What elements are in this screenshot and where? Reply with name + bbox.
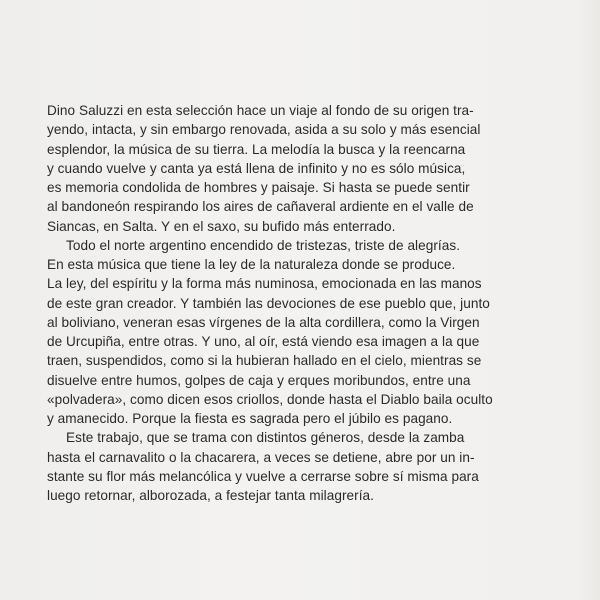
text-line: de este gran creador. Y también las devociones de ese pueblo que, junto (47, 295, 490, 311)
text-line: disuelve entre humos, golpes de caja y erques moribundos, entre una (47, 372, 471, 388)
text-line: yendo, intacta, y sin embargo renovada, asida a su solo y más esencial (47, 122, 481, 138)
text-line: En esta música que tiene la ley de la naturaleza donde se produce. (47, 257, 456, 272)
text-line: hasta el carnavalito o la chacarera, a veces se detiene, abre por un in- (47, 449, 475, 465)
text-line: «polvadera», como dicen esos criollos, donde hasta el Diablo baila oculto (47, 391, 493, 407)
text-line: traen, suspendidos, como si la hubieran hallado en el cielo, mientras se (47, 353, 482, 369)
text-line: luego retornar, alborozada, a festejar tanta milagrería. (47, 488, 374, 503)
text-line: de Urcupiña, entre otras. Y uno, al oír, está viendo esa imagen a la que (47, 334, 480, 349)
text-line: y cuando vuelve y canta ya está llena de infinito y no es sólo música, (47, 160, 466, 176)
text-line: Siancas, en Salta. Y en el saxo, su bufido más enterrado. (47, 218, 396, 234)
paragraph-start-line: Todo el norte argentino encendido de tristezas, triste de alegrías. (66, 237, 461, 253)
text-line: y amanecido. Porque la fiesta es sagrada pero el júbilo es pagano. (47, 411, 453, 426)
text-line: al bandoneón respirando los aires de cañaveral ardiente en el valle de (47, 199, 474, 215)
text-line: stante su flor más melancólica y vuelve a cerrarse sobre sí misma para (47, 468, 479, 484)
text-line: al boliviano, veneran esas vírgenes de la alta cordillera, como la Virgen (47, 314, 480, 330)
text-line: Dino Saluzzi en esta selección hace un viaje al fondo de su origen tra- (47, 103, 474, 118)
paragraph-start-line: Este trabajo, que se trama con distintos géneros, desde la zamba (66, 430, 465, 446)
text-line: esplendor, la música de su tierra. La melodía la busca y la reencarna (47, 141, 466, 157)
liner-notes-text (47, 101, 567, 505)
page-edge-shadow (578, 0, 600, 600)
text-line: La ley, del espíritu y la forma más numinosa, emocionada en las manos (47, 276, 482, 292)
text-line: es memoria condolida de hombres y paisaje. Si hasta se puede sentir (47, 180, 470, 195)
